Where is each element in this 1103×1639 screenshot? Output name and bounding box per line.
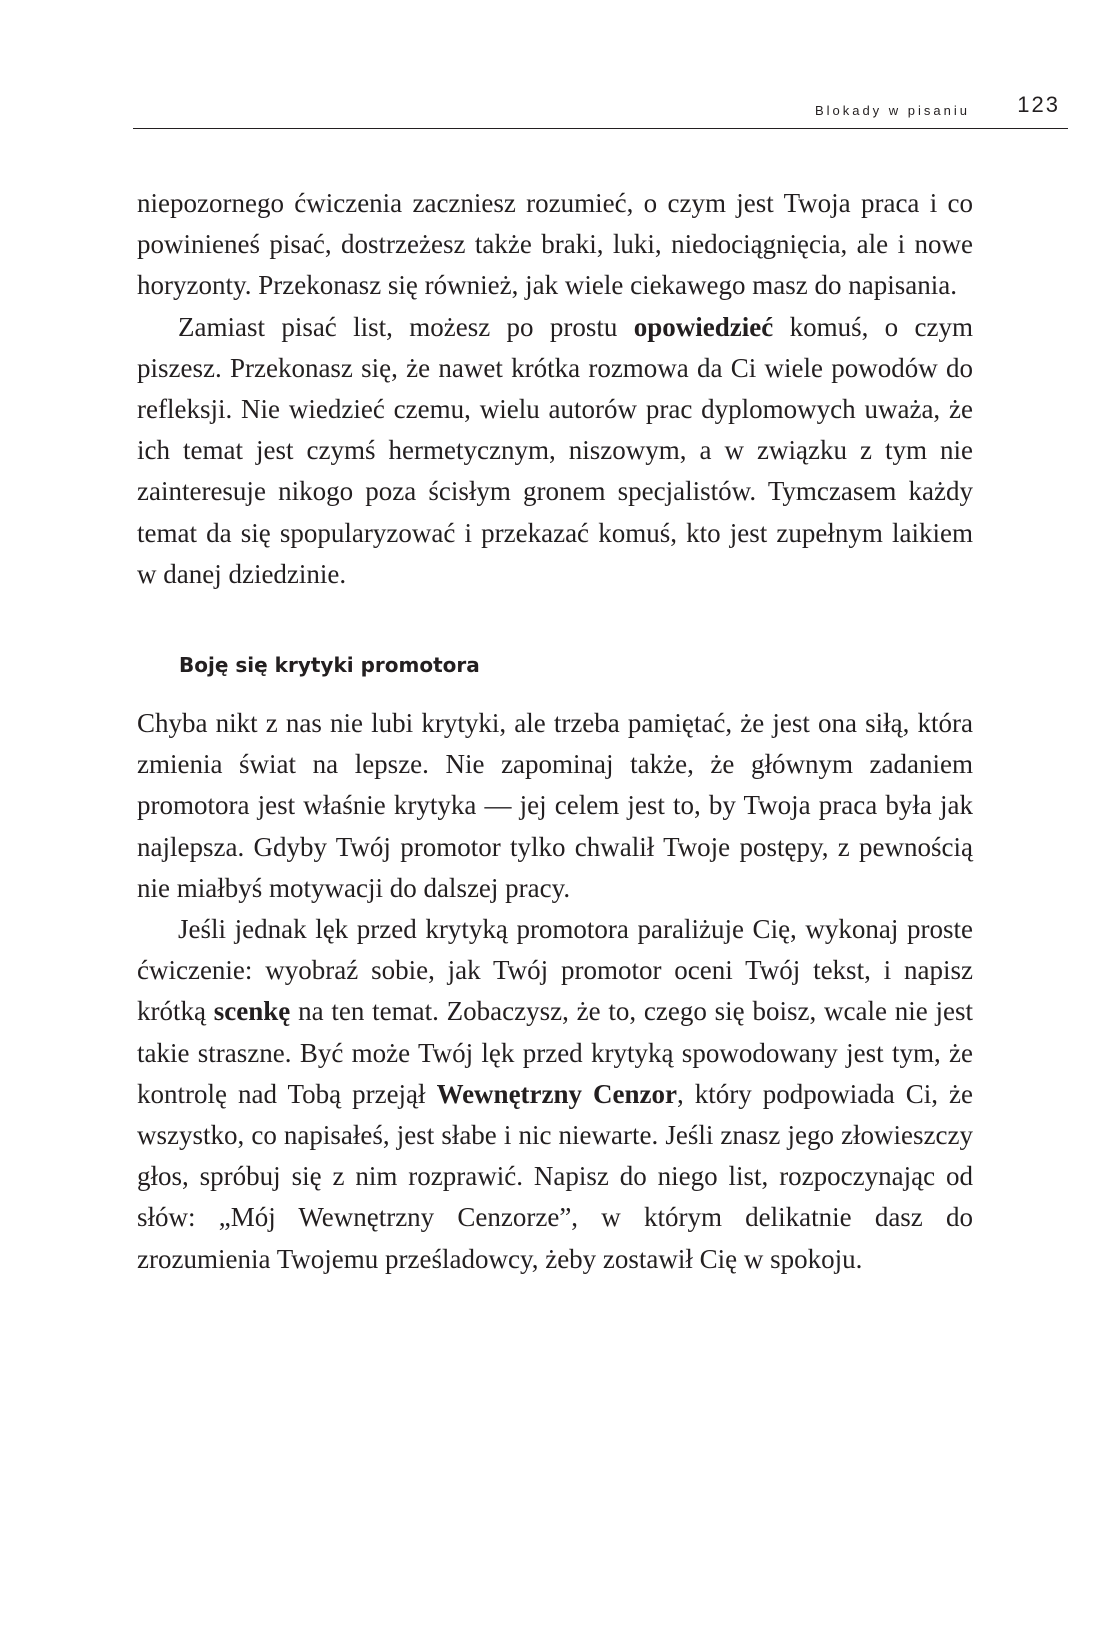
paragraph-continued: niepozornego ćwiczenia zaczniesz rozumieć, o czym jest Twoja praca i co powinieneś pisać, dostrzeżesz także braki, luki, niedociągnięcia, ale i nowe horyzonty. Przekonasz się również, jak wiele ciekawego masz do napisania. (137, 188, 973, 301)
page-number: 123 (1017, 92, 1060, 117)
paragraph-exercise (137, 909, 973, 1280)
section-heading: Boję się krytyki promotora (179, 653, 480, 678)
paragraph-text: komuś, o czym piszesz. Przekonasz się, że nawet krótka rozmowa da Ci wiele powodów do refleksji. Nie wiedzieć czemu, wielu autorów prac dyplomowych uważa, że ich temat jest czymś hermetycznym, niszowym, a w związku z tym nie zainteresuje nikogo poza ścisłym gronem specjalistów. Tymczasem każdy temat da się spopularyzować i przekazać komuś, kto jest zupełnym laikiem w danej dziedzinie. (137, 311, 973, 589)
page-body (137, 183, 973, 1280)
paragraph-text: Zamiast pisać list, możesz po prostu (178, 311, 634, 342)
paragraph-criticism: Chyba nikt z nas nie lubi krytyki, ale trzeba pamiętać, że jest ona siłą, która zmienia świat na lepsze. Nie zapominaj także, że głównym zadaniem promotora jest właśnie krytyka — jej celem jest to, by Twoja praca była jak najlepsza. Gdyby Twój promotor tylko chwalił Twoje postępy, z pewnością nie miałbyś motywacji do dalszej pracy. (137, 708, 973, 903)
paragraph-text: , który podpowiada Ci, że wszystko, co napisałeś, jest słabe i nic niewarte. Jeśli znasz jego złowieszczy głos, spróbuj się z nim rozprawić. Napisz do niego list, rozpoczynając od słów: „Mój Wewnętrzny Cenzorze”, w którym delikatnie dasz do zrozumienia Twojemu prześladowcy, żeby zostawił Cię w spokoju. (137, 1078, 973, 1274)
page-header (133, 86, 1068, 129)
bold-term: scenkę (213, 996, 291, 1027)
paragraph-opowiedziec (137, 307, 973, 595)
paragraph-text: na ten temat. Zobaczysz, że to, czego się boisz, wcale nie jest takie straszne. Być może Twój lęk przed krytyką spowodowany jest tym, że kontrolę nad Tobą przejął (137, 996, 974, 1109)
bold-term: Wewnętrzny Cenzor (436, 1078, 678, 1109)
bold-term: opowiedzieć (633, 311, 774, 342)
paragraph-text: Jeśli jednak lęk przed krytyką promotora paraliżuje Cię, wykonaj proste ćwiczenie: wyobraź sobie, jak Twój promotor oceni Twój tekst, i napisz krótką (137, 914, 973, 1027)
running-title: Blokady w pisaniu (814, 103, 970, 118)
